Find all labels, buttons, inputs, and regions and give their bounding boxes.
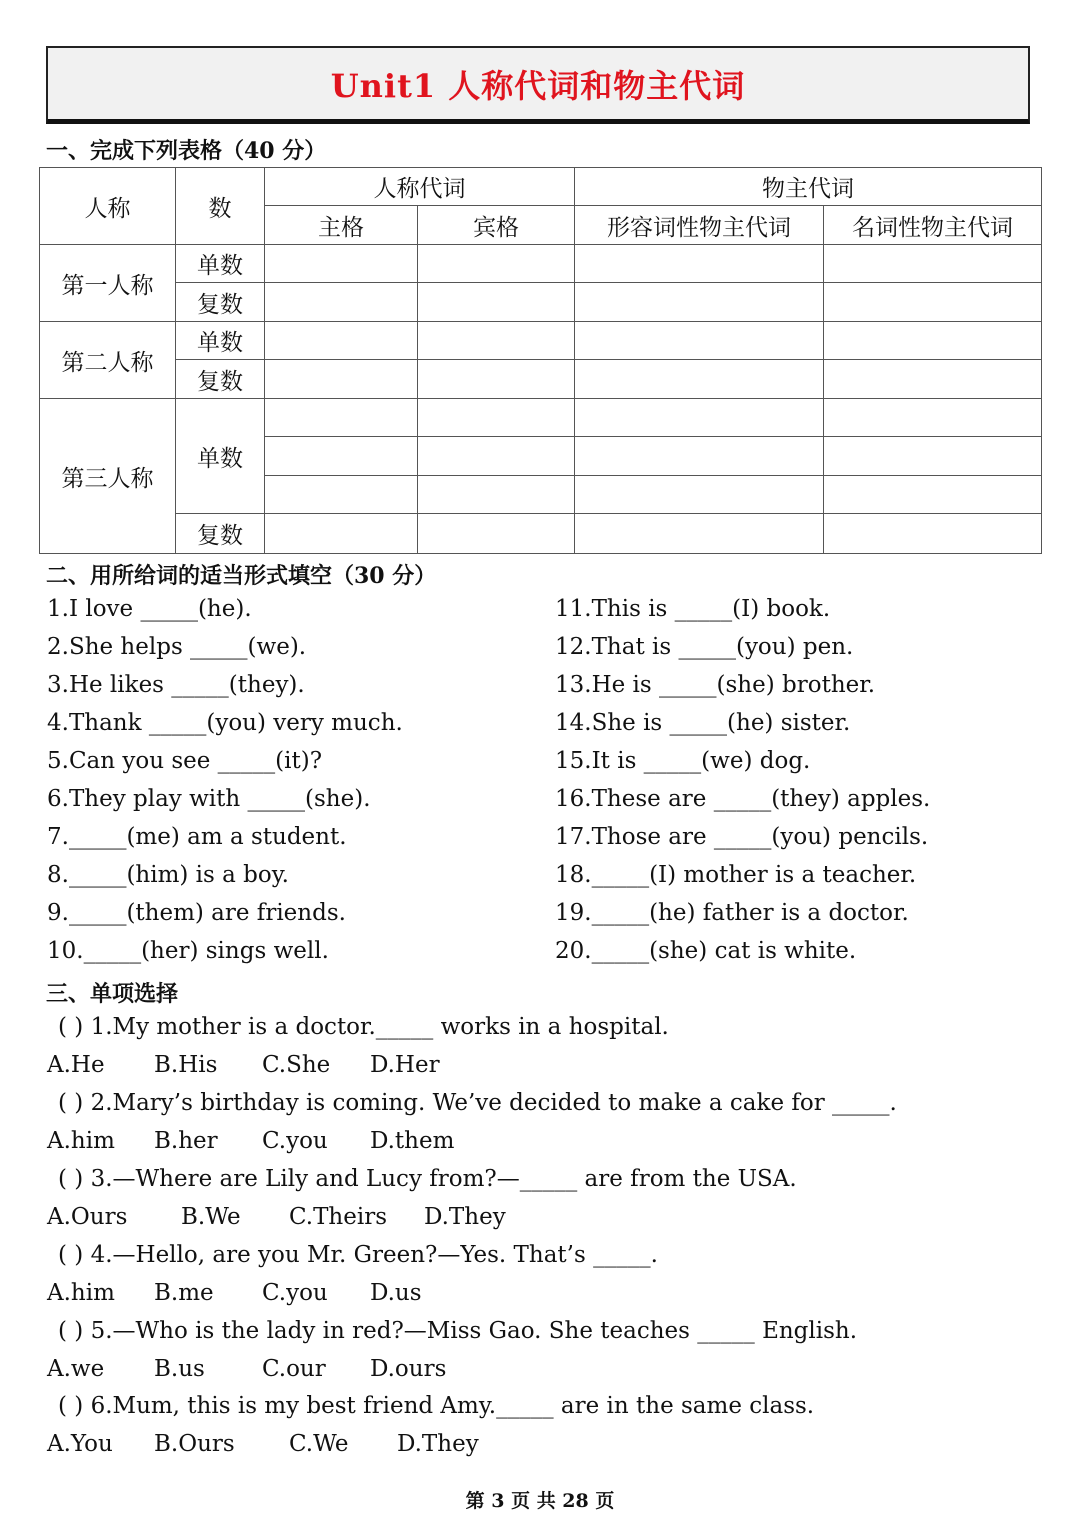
blank-cell[interactable] (418, 283, 575, 322)
blank-cell[interactable] (265, 322, 418, 360)
blank-cell[interactable] (575, 360, 824, 399)
blank-cell[interactable] (575, 514, 824, 554)
q5-option-d[interactable]: D.ours (370, 1356, 447, 1382)
row-second-person: 第二人称 (40, 322, 176, 399)
cell-plural: 复数 (176, 283, 265, 322)
fill-item-16: 16.These are _____(they) apples. (555, 786, 931, 812)
blank-cell[interactable] (418, 437, 575, 476)
header-adjective-possessive: 形容词性物主代词 (575, 206, 824, 245)
header-noun-possessive: 名词性物主代词 (824, 206, 1042, 245)
fill-item-18: 18._____(I) mother is a teacher. (555, 862, 917, 888)
fill-item-12: 12.That is _____(you) pen. (555, 634, 854, 660)
blank-cell[interactable] (418, 322, 575, 360)
header-possessive-pronoun: 物主代词 (575, 168, 1042, 206)
q3-option-a[interactable]: A.Ours (47, 1204, 128, 1230)
q3-option-b[interactable]: B.We (181, 1204, 241, 1230)
blank-cell[interactable] (265, 437, 418, 476)
blank-cell[interactable] (418, 514, 575, 554)
blank-cell[interactable] (575, 322, 824, 360)
blank-cell[interactable] (265, 283, 418, 322)
blank-cell[interactable] (824, 283, 1042, 322)
section2-heading: 二、用所给词的适当形式填空（30 分） (46, 563, 437, 589)
page-title: Unit1 人称代词和物主代词 (330, 66, 746, 105)
blank-cell[interactable] (575, 245, 824, 283)
section3-heading: 三、单项选择 (46, 981, 179, 1007)
blank-cell[interactable] (265, 399, 418, 437)
section1-heading: 一、完成下列表格（40 分） (46, 138, 327, 164)
blank-cell[interactable] (265, 245, 418, 283)
q1-option-c[interactable]: C.She (262, 1052, 331, 1078)
q1-option-d[interactable]: D.Her (370, 1052, 440, 1078)
fill-item-1: 1.I love _____(he). (47, 596, 252, 622)
fill-item-10: 10._____(her) sings well. (47, 938, 329, 964)
blank-cell[interactable] (824, 514, 1042, 554)
header-person: 人称 (40, 168, 176, 245)
blank-cell[interactable] (418, 476, 575, 514)
fill-item-15: 15.It is _____(we) dog. (555, 748, 811, 774)
pronoun-table (39, 167, 1042, 554)
question-1: ( ) 1.My mother is a doctor._____ works in a hospital. (58, 1014, 669, 1040)
q4-option-b[interactable]: B.me (154, 1280, 214, 1306)
q5-option-b[interactable]: B.us (154, 1356, 205, 1382)
cell-plural: 复数 (176, 360, 265, 399)
fill-item-19: 19._____(he) father is a doctor. (555, 900, 909, 926)
q6-option-a[interactable]: A.You (47, 1431, 113, 1457)
fill-item-11: 11.This is _____(I) book. (555, 596, 831, 622)
fill-item-4: 4.Thank _____(you) very much. (47, 710, 403, 736)
fill-item-6: 6.They play with _____(she). (47, 786, 371, 812)
header-subject: 主格 (265, 206, 418, 245)
header-number: 数 (176, 168, 265, 245)
blank-cell[interactable] (824, 476, 1042, 514)
blank-cell[interactable] (824, 360, 1042, 399)
q5-option-c[interactable]: C.our (262, 1356, 326, 1382)
page-number: 第 3 页 共 28 页 (465, 1490, 615, 1512)
question-2: ( ) 2.Mary’s birthday is coming. We’ve decided to make a cake for _____. (58, 1090, 897, 1116)
fill-item-17: 17.Those are _____(you) pencils. (555, 824, 929, 850)
q1-option-b[interactable]: B.His (154, 1052, 218, 1078)
cell-singular: 单数 (176, 399, 265, 514)
fill-item-9: 9._____(them) are friends. (47, 900, 346, 926)
fill-item-2: 2.She helps _____(we). (47, 634, 307, 660)
q4-option-c[interactable]: C.you (262, 1280, 328, 1306)
title-box (46, 46, 1030, 124)
blank-cell[interactable] (418, 245, 575, 283)
q2-option-d[interactable]: D.them (370, 1128, 455, 1154)
header-personal-pronoun: 人称代词 (265, 168, 575, 206)
fill-item-14: 14.She is _____(he) sister. (555, 710, 851, 736)
q4-option-d[interactable]: D.us (370, 1280, 422, 1306)
header-object: 宾格 (418, 206, 575, 245)
q3-option-c[interactable]: C.Theirs (289, 1204, 388, 1230)
blank-cell[interactable] (265, 476, 418, 514)
fill-item-3: 3.He likes _____(they). (47, 672, 305, 698)
q6-option-d[interactable]: D.They (397, 1431, 479, 1457)
q3-option-d[interactable]: D.They (424, 1204, 506, 1230)
q1-option-a[interactable]: A.He (47, 1052, 105, 1078)
question-4: ( ) 4.—Hello, are you Mr. Green?—Yes. That’s _____. (58, 1242, 658, 1268)
fill-item-8: 8._____(him) is a boy. (47, 862, 289, 888)
row-third-person: 第三人称 (40, 399, 176, 554)
question-3: ( ) 3.—Where are Lily and Lucy from?—_____ are from the USA. (58, 1166, 797, 1192)
q6-option-c[interactable]: C.We (289, 1431, 349, 1457)
blank-cell[interactable] (824, 322, 1042, 360)
blank-cell[interactable] (575, 283, 824, 322)
blank-cell[interactable] (575, 437, 824, 476)
q4-option-a[interactable]: A.him (47, 1280, 115, 1306)
cell-singular: 单数 (176, 245, 265, 283)
blank-cell[interactable] (418, 399, 575, 437)
q6-option-b[interactable]: B.Ours (154, 1431, 235, 1457)
fill-item-13: 13.He is _____(she) brother. (555, 672, 876, 698)
blank-cell[interactable] (265, 514, 418, 554)
question-5: ( ) 5.—Who is the lady in red?—Miss Gao. She teaches _____ English. (58, 1318, 858, 1344)
blank-cell[interactable] (824, 245, 1042, 283)
q5-option-a[interactable]: A.we (47, 1356, 105, 1382)
q2-option-a[interactable]: A.him (47, 1128, 115, 1154)
blank-cell[interactable] (575, 399, 824, 437)
fill-item-20: 20._____(she) cat is white. (555, 938, 857, 964)
fill-item-7: 7._____(me) am a student. (47, 824, 347, 850)
blank-cell[interactable] (575, 476, 824, 514)
blank-cell[interactable] (824, 399, 1042, 437)
blank-cell[interactable] (824, 437, 1042, 476)
q2-option-c[interactable]: C.you (262, 1128, 328, 1154)
cell-plural: 复数 (176, 514, 265, 554)
cell-singular: 单数 (176, 322, 265, 360)
blank-cell[interactable] (418, 360, 575, 399)
row-first-person: 第一人称 (40, 245, 176, 322)
q2-option-b[interactable]: B.her (154, 1128, 218, 1154)
blank-cell[interactable] (265, 360, 418, 399)
fill-item-5: 5.Can you see _____(it)? (47, 748, 323, 774)
question-6: ( ) 6.Mum, this is my best friend Amy._____ are in the same class. (58, 1393, 815, 1419)
